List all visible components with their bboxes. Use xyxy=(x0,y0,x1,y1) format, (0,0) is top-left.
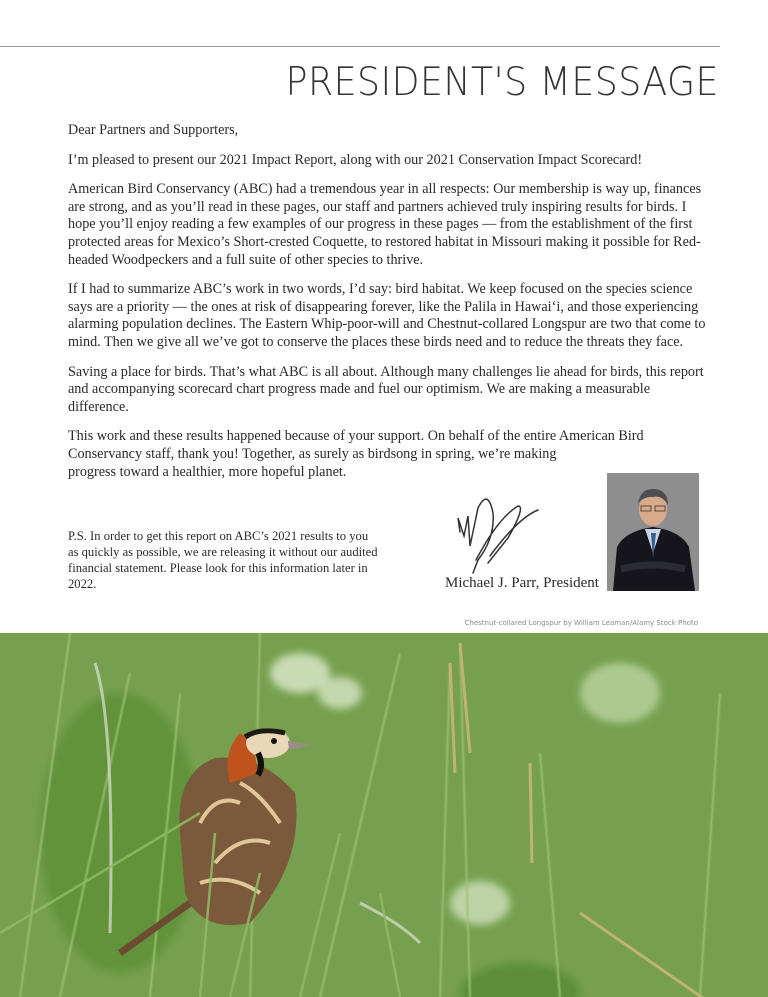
postscript-text: P.S. In order to get this report on ABC’s 2021 results to you as quickly as possible, we are releasing it without our audited financial statement. Please look for this information later in 2022. xyxy=(68,529,378,591)
photo-credit: Chestnut-collared Longspur by William Leaman/Alamy Stock Photo xyxy=(464,619,698,627)
paragraph: Saving a place for birds. That’s what ABC is all about. Although many challenges lie ahead for birds, this report and accompanying scorecard chart progress made and fuel our optimism. We are making a measurable difference. xyxy=(68,363,704,415)
page-title: PRESIDENT'S MESSAGE xyxy=(285,60,719,105)
paragraph: I’m pleased to present our 2021 Impact Report, along with our 2021 Conservation Impact Scorecard! xyxy=(68,151,643,168)
person-icon xyxy=(607,473,699,591)
top-rule xyxy=(0,46,720,47)
postscript xyxy=(68,528,378,592)
paragraph: If I had to summarize ABC’s work in two words, I’d say: bird habitat. We keep focused on the species science says are a priority — the ones at risk of disappearing forever, like the Palila in Hawai‘i, and those experiencing alarming population declines. The Eastern Whip-poor-will and Chestnut-collared Longspur are two that come to mind. Then we give all we’ve got to conserve the places these birds need and to reduce the threats they face. xyxy=(68,281,706,350)
signature-name: Michael J. Parr, President xyxy=(445,575,599,591)
longspur-photo xyxy=(0,633,768,997)
closing-line: Conservancy staff, thank you! Together, as surely as birdsong in spring, we’re making xyxy=(68,445,557,462)
signature-icon xyxy=(448,488,548,578)
closing-line: This work and these results happened because of your support. On behalf of the entire American Bird xyxy=(68,428,644,445)
paragraph: American Bird Conservancy (ABC) had a tremendous year in all respects: Our membership is way up, finances are strong, and as you’ll read in these pages, our staff and partners achieved truly inspiring results for birds. I hope you’ll enjoy reading a few examples of our progress in these pages — from the establishment of the first protected areas for Mexico’s Short-crested Coquette, to restored habitat in Missouri making it possible for Red-headed Woodpeckers and a full suite of other species to thrive. xyxy=(68,181,702,268)
salutation: Dear Partners and Supporters, xyxy=(68,122,239,138)
closing-line: progress toward a healthier, more hopeful planet. xyxy=(68,463,347,480)
bird-in-grass-image xyxy=(0,633,768,997)
president-portrait xyxy=(607,473,699,591)
letter-body xyxy=(68,122,708,481)
